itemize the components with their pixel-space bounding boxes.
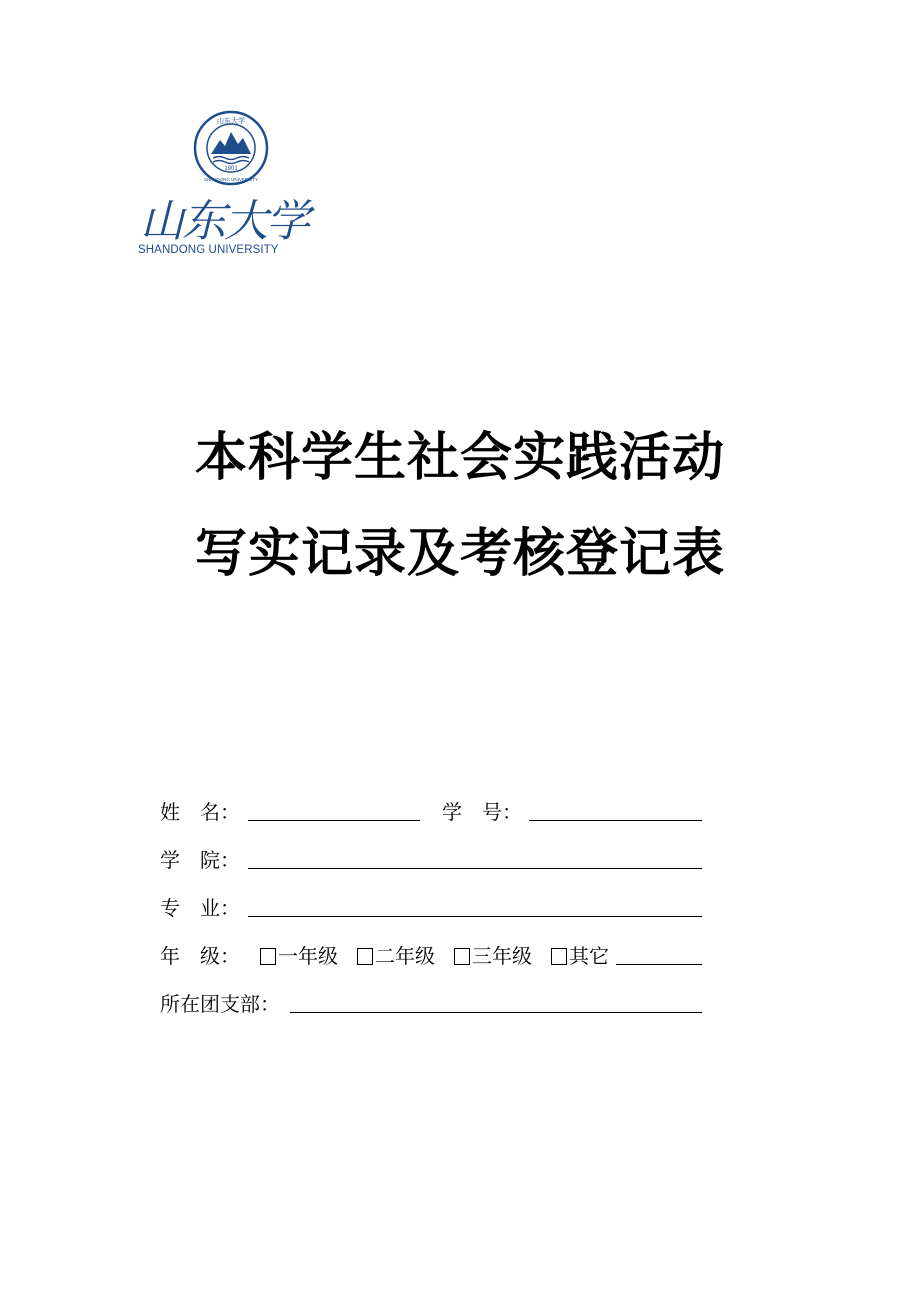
checkbox-icon[interactable] <box>551 948 567 965</box>
grade-other-field[interactable] <box>616 964 702 965</box>
university-name-calligraphy-icon <box>138 188 318 248</box>
grade-option-third[interactable] <box>454 940 532 972</box>
name-label: 姓 名： <box>160 800 240 824</box>
seal-top-text: 山东大学 <box>217 117 245 125</box>
grade-option-label: 一年级 <box>278 944 338 968</box>
checkbox-icon[interactable] <box>357 948 373 965</box>
grade-label: 年 级： <box>160 944 240 968</box>
calligraphy-text: 山东大学 <box>140 196 308 247</box>
university-seal-icon <box>193 110 269 186</box>
college-row <box>160 844 705 876</box>
university-logo <box>138 110 323 260</box>
grade-option-label: 二年级 <box>375 944 435 968</box>
student-id-field[interactable] <box>529 820 702 821</box>
branch-label: 所在团支部： <box>160 992 280 1016</box>
grade-option-label: 三年级 <box>472 944 532 968</box>
grade-option-second[interactable] <box>357 940 435 972</box>
grade-option-other[interactable] <box>551 940 609 972</box>
page-title-line-1: 本科学生社会实践活动 <box>194 428 725 488</box>
checkbox-icon[interactable] <box>454 948 470 965</box>
branch-row <box>160 988 705 1020</box>
name-field[interactable] <box>248 820 420 821</box>
grade-option-first[interactable] <box>260 940 338 972</box>
seal-bottom-text: SHANDONG UNIVERSITY <box>203 177 259 182</box>
name-studentid-row <box>160 796 705 828</box>
logo-caption: SHANDONG UNIVERSITY <box>138 244 279 256</box>
seal-year: 1901 <box>224 166 238 172</box>
student-id-label: 学 号： <box>442 800 522 824</box>
page-title-line-2: 写实记录及考核登记表 <box>194 524 725 584</box>
checkbox-icon[interactable] <box>260 948 276 965</box>
branch-field[interactable] <box>290 1012 702 1013</box>
grade-option-label: 其它 <box>569 944 609 968</box>
major-row <box>160 892 705 924</box>
major-field[interactable] <box>248 916 702 917</box>
college-field[interactable] <box>248 868 702 869</box>
grade-row <box>160 940 705 972</box>
college-label: 学 院： <box>160 848 240 872</box>
major-label: 专 业： <box>160 896 240 920</box>
